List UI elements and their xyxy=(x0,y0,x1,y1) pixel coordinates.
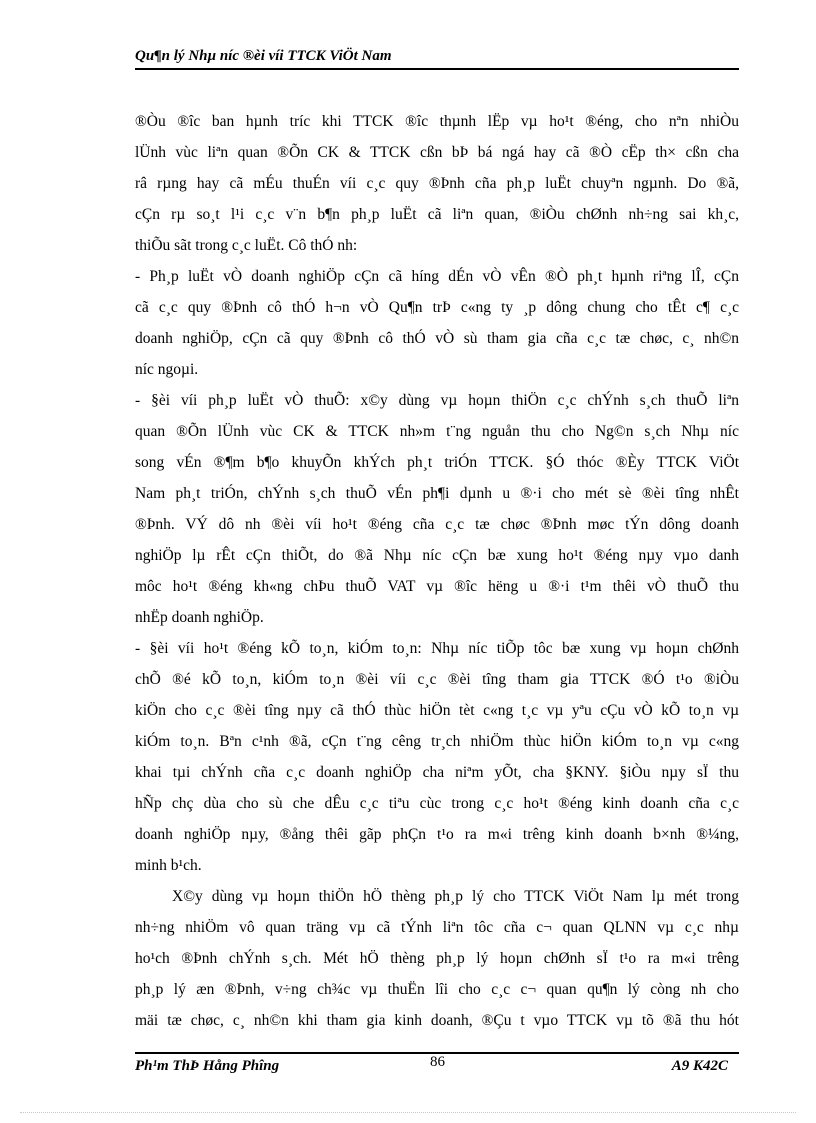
text-line: khai tµi chÝnh cña c¸c doanh nghiÖp cha niªm yÕt, cha §KNY. §iÒu nµy sÏ thu xyxy=(135,764,739,781)
footer-class: A9 K42C xyxy=(671,1058,728,1074)
text-line: hÑp chç dùa cho sù che dÊu c¸c tiªu cùc trong c¸c ho¹t ®éng kinh doanh cña c¸c xyxy=(135,795,739,812)
text-line: lÜnh vùc liªn quan ®Õn CK & TTCK cßn bÞ bá ngá hay cã ®Ò cËp th× cßn cha xyxy=(135,144,739,161)
text-line: ho¹ch ®Þnh chÝnh s¸ch. Mét hÖ thèng ph¸p lý hoµn chØnh sÏ t¹o ra m«i trêng xyxy=(135,950,739,967)
header-rule xyxy=(135,68,739,70)
text-line: ®Òu ®îc ban hµnh tríc khi TTCK ®îc thµnh lËp vµ ho¹t ®éng, cho nªn nhiÒu xyxy=(135,113,739,130)
page-edge-divider xyxy=(20,1112,796,1113)
text-line: ®Þnh. VÝ dô nh ®èi víi ho¹t ®éng cña c¸c tæ chøc ®Þnh møc tÝn dông doanh xyxy=(135,516,739,533)
text-line: kiÓm to¸n. Bªn c¹nh ®ã, cÇn t¨ng cêng tr¸ch nhiÖm thùc hiÖn kiÓm to¸n vµ c«ng xyxy=(135,733,739,750)
text-line: nghiÖp lµ rÊt cÇn thiÕt, do ®ã Nhµ níc cÇn bæ xung ho¹t ®éng nµy vµo danh xyxy=(135,547,739,564)
text-line: ph¸p lý æn ®Þnh, v÷ng ch¾c vµ thuËn lîi cho c¸c c¬ quan qu¶n lý còng nh cho xyxy=(135,981,739,998)
text-line: cã c¸c quy ®Þnh cô thÓ h¬n vÒ Qu¶n trÞ c«ng ty ¸p dông chung cho tÊt c¶ c¸c xyxy=(135,299,739,316)
text-line: cÇn rµ so¸t l¹i c¸c v¨n b¶n ph¸p luËt cã liªn quan, ®iÒu chØnh nh÷ng sai kh¸c, xyxy=(135,206,739,223)
text-line: mäi tæ chøc, c¸ nh©n khi tham gia kinh doanh, ®Çu t vµo TTCK vµ tõ ®ã thu hót xyxy=(135,1012,739,1029)
text-line: doanh nghiÖp, cÇn cã quy ®Þnh cô thÓ vÒ sù tham gia cña c¸c tæ chøc, c¸ nh©n xyxy=(135,330,739,347)
text-line: X©y dùng vµ hoµn thiÖn hÖ thèng ph¸p lý cho TTCK ViÖt Nam lµ mét trong xyxy=(172,888,739,905)
text-line: - Ph¸p luËt vÒ doanh nghiÖp cÇn cã híng dÉn vÒ vÊn ®Ò ph¸t hµnh riªng lÎ, cÇn xyxy=(135,268,739,285)
text-line: quan ®Õn lÜnh vùc CK & TTCK nh»m t¨ng nguån thu cho Ng©n s¸ch Nhµ níc xyxy=(135,423,739,440)
text-line: minh b¹ch. xyxy=(135,857,202,874)
text-line: kiÖn cho c¸c ®èi tîng nµy cã thÓ thùc hiÖn tèt c«ng t¸c vµ yªu cÇu vÒ kÕ to¸n vµ xyxy=(135,702,739,719)
text-line: thiÕu sãt trong c¸c luËt. Cô thÓ nh: xyxy=(135,237,358,254)
text-line: chÕ ®é kÕ to¸n, kiÓm to¸n ®èi víi c¸c ®èi tîng tham gia TTCK ®Ó t¹o ®iÒu xyxy=(135,671,739,688)
footer-author: Ph¹m ThÞ Hång Phîng xyxy=(135,1058,280,1074)
text-line: níc ngoµi. xyxy=(135,361,199,378)
text-line: Nam ph¸t triÓn, chÝnh s¸ch thuÕ vÉn ph¶i dµnh u ®·i cho mét sè ®èi tîng nhÊt xyxy=(135,485,739,502)
header-title: Qu¶n lý Nhµ níc ®èi víi TTCK ViÖt Nam xyxy=(135,48,392,64)
text-line: nh÷ng nhiÖm vô quan träng vµ cã tÝnh liªn tôc cña c¬ quan QLNN vµ c¸c nhµ xyxy=(135,919,739,936)
text-line: song vÉn ®¶m b¶o khuyÕn khÝch ph¸t triÓn TTCK. §Ó thóc ®Èy TTCK ViÖt xyxy=(135,454,739,471)
text-line: doanh nghiÖp nµy, ®ång thêi gãp phÇn t¹o ra m«i trêng kinh doanh b×nh ®¼ng, xyxy=(135,826,739,843)
text-line: - §èi víi ho¹t ®éng kÕ to¸n, kiÓm to¸n: Nhµ níc tiÕp tôc bæ xung vµ hoµn chØnh xyxy=(135,640,739,657)
page-number: 86 xyxy=(430,1054,445,1070)
text-line: nhËp doanh nghiÖp. xyxy=(135,609,264,626)
text-line: môc ho¹t ®éng kh«ng chÞu thuÕ VAT vµ ®îc hëng u ®·i t¹m thêi vÒ thuÕ thu xyxy=(135,578,739,595)
text-line: râ rµng hay cã mÉu thuÉn víi c¸c quy ®Þnh cña ph¸p luËt chuyªn ngµnh. Do ®ã, xyxy=(135,175,739,192)
text-line: - §èi víi ph¸p luËt vÒ thuÕ: x©y dùng vµ hoµn thiÖn c¸c chÝnh s¸ch thuÕ liªn xyxy=(135,392,739,409)
